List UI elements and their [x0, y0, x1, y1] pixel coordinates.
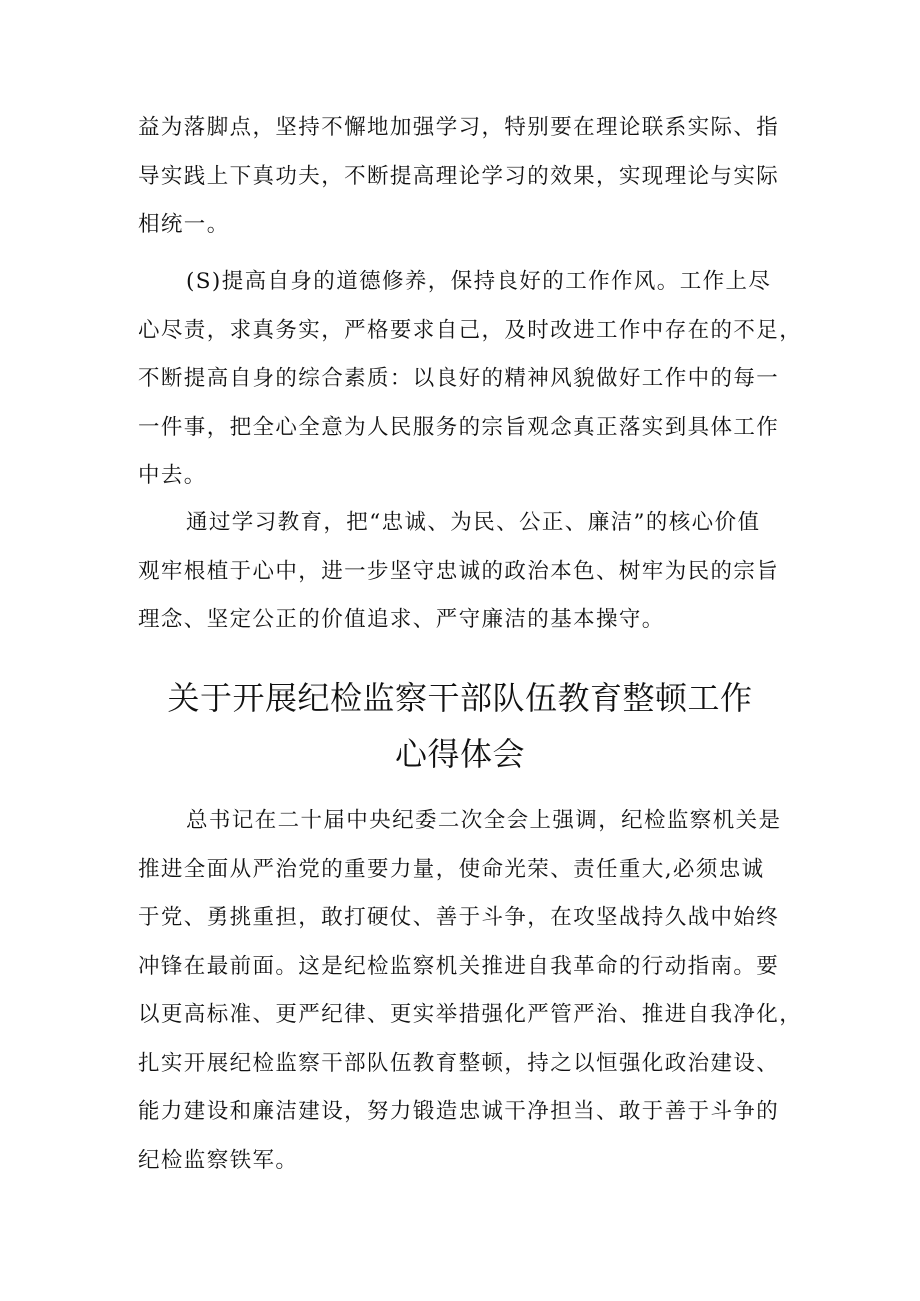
text-line: 总书记在二十届中央纪委二次全会上强调，纪检监察机关是: [186, 808, 782, 833]
text-line: 通过学习教育，把“忠诚、为民、公正、廉洁”的核心价值: [186, 510, 761, 535]
paragraph-core-values: [138, 499, 798, 645]
text-line: 以更高标准、更严纪律、更实举措强化严管严治、推进自我净化，: [138, 1002, 803, 1027]
title-line: 心得体会: [394, 735, 525, 773]
text-line: 于党、勇挑重担，敢打硬仗、善于斗争，在攻坚战持久战中始终: [138, 905, 780, 930]
text-line: 冲锋在最前面。这是纪检监察机关推进自我革命的行动指南。要: [138, 953, 780, 979]
text-line: (S)提高自身的道德修养，保持良好的工作作风。工作上尽: [186, 269, 772, 294]
text-line: 推进全面从严治党的重要力量，使命光荣、责任重大,必须忠诚: [138, 856, 765, 882]
title-line: 关于开展纪检监察干部队伍教育整顿工作: [167, 679, 753, 717]
text-line: 理念、坚定公正的价值追求、严守廉洁的基本操守。: [138, 607, 665, 632]
paragraph-speech-summary: [138, 797, 803, 1185]
paragraph-study-theory: [138, 104, 798, 250]
text-line: 一件事，把全心全意为人民服务的宗旨观念真正落实到具体工作: [138, 414, 780, 440]
text-line: 观牢根植于心中，进一步坚守忠诚的政治本色、树牢为民的宗旨: [138, 558, 780, 584]
text-line: 不断提高自身的综合素质：以良好的精神风貌做好工作中的每一: [138, 366, 780, 391]
text-line: 相统一。: [138, 212, 230, 237]
text-line: 中去。: [138, 463, 207, 488]
text-line: 能力建设和廉洁建设，努力锻造忠诚干净担当、敢于善于斗争的: [138, 1099, 780, 1124]
text-line: 益为落脚点，坚持不懈地加强学习，特别要在理论联系实际、指: [138, 115, 780, 140]
text-line: 心尽责，求真务实，严格要求自己，及时改进工作中存在的不足，: [138, 317, 803, 343]
text-line: 导实践上下真功夫，不断提高理论学习的效果，实现理论与实际: [138, 163, 780, 189]
document-title: [80, 670, 840, 782]
paragraph-moral-cultivation: [138, 258, 803, 501]
text-line: 纪检监察铁军。: [138, 1147, 299, 1173]
text-line: 扎实开展纪检监察干部队伍教育整顿，持之以恒强化政治建设、: [138, 1050, 780, 1076]
